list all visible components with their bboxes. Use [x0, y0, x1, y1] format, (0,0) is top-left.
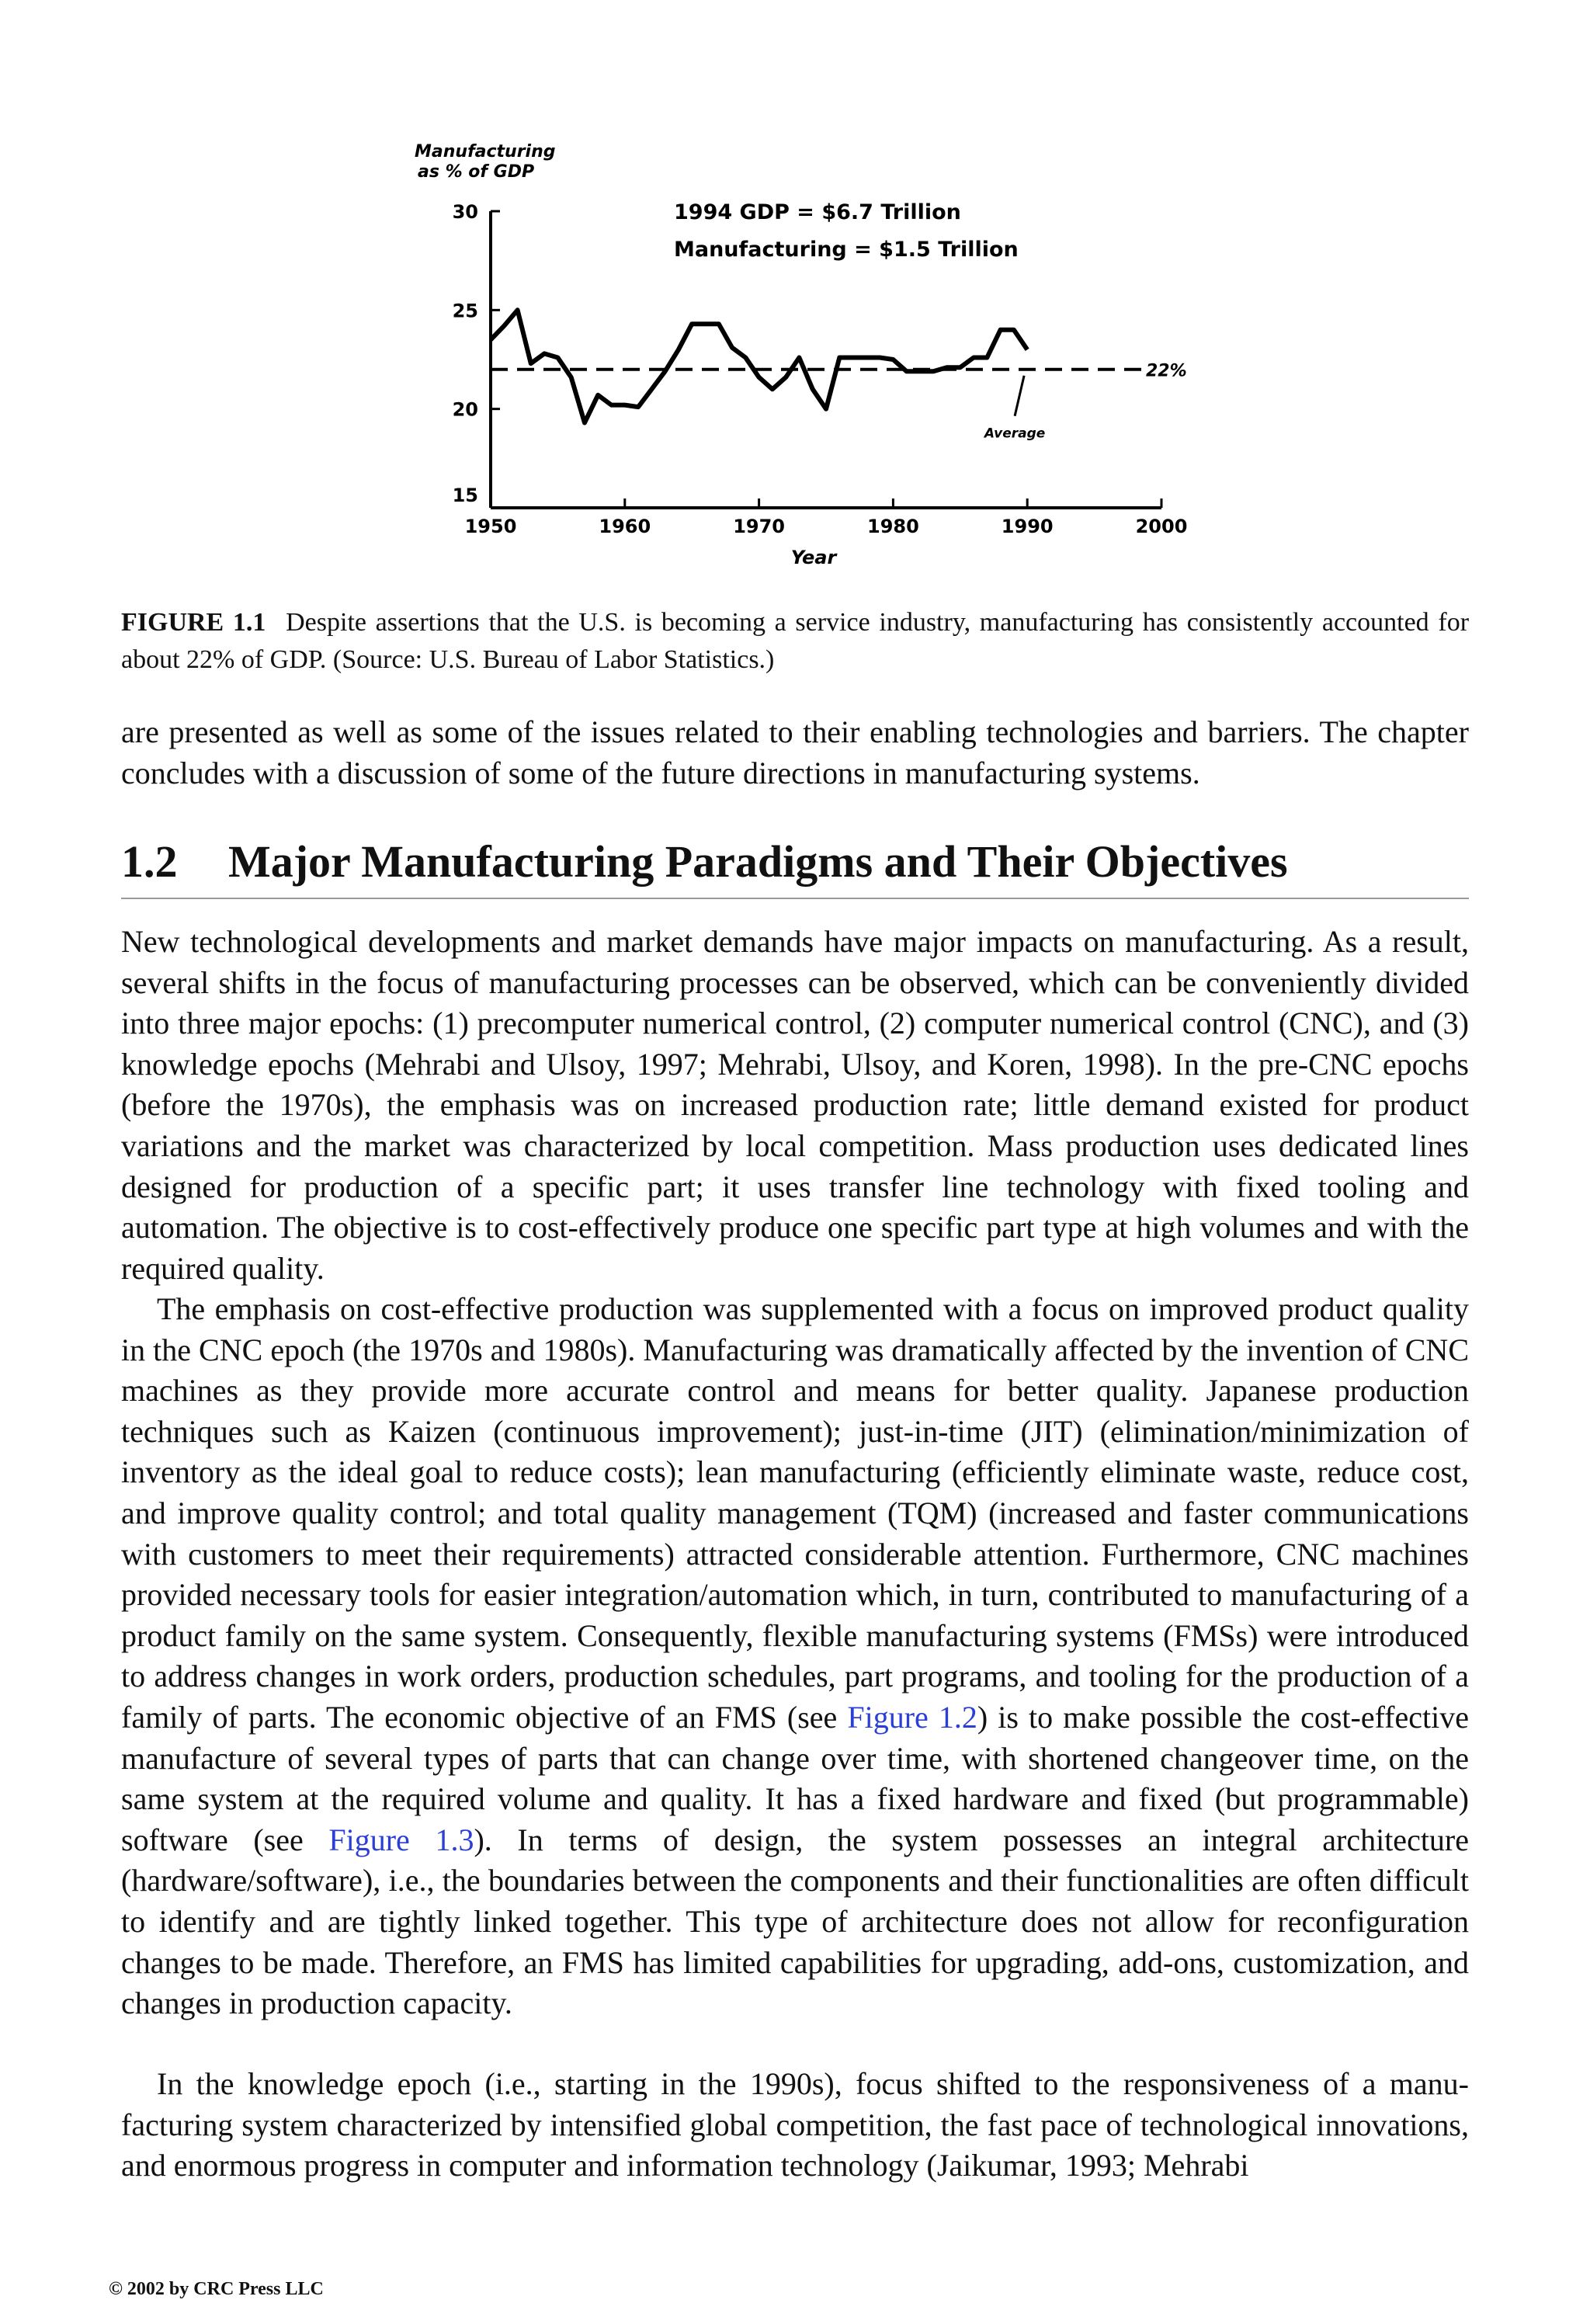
figure-1-2-link[interactable]: Figure 1.2 — [847, 1699, 977, 1735]
x-tick-label: 1990 — [1001, 516, 1054, 537]
intro-paragraph: are presented as well as some of the issues related to their enabling technologies and barriers. The chapter concludes with a discussion of some of the future directions in manufacturing systems. — [121, 714, 1469, 790]
y-tick-label: 25 — [452, 300, 478, 322]
section-number: 1.2 — [121, 836, 178, 887]
figure-1-3-link[interactable]: Figure 1.3 — [328, 1822, 474, 1857]
y-tick-label: 15 — [452, 485, 478, 506]
figure-caption-label: FIGURE 1.1 — [121, 608, 266, 637]
x-tick-label: 2000 — [1135, 516, 1188, 537]
y-tick-label: 30 — [452, 201, 478, 223]
y-tick-label: 20 — [452, 398, 478, 421]
x-tick-label: 1980 — [867, 516, 919, 537]
paragraph-1: New technological developments and market demands have major impacts on manufacturing. As a result, several shifts in the focus of manufacturing processes can be observed, which can be conveniently divided into three major epochs: (1) precomputer numerical control, (2) computer numerical control (CNC), and (3) knowledge epochs (Mehrabi and Ulsoy, 1997; Mehrabi, Ulsoy, and Koren, 1998). In the pre-CNC epochs (before the 1970s), the emphasis was on increased production rate; little demand existed for product variations and the market was characterized by local competition. Mass production uses dedicated lines designed for production of a specific part; it uses transfer line technology with fixed tooling and automation. The objective is to cost-effectively produce one specific part type at high volumes and with the required quality. — [121, 924, 1469, 1286]
paragraph-2-text-c: ). In terms of design, the system possesses an integral architecture (hardware/software), i.e., the boundaries between the components and their functionalities are often difficult to identify and are tightly linked together. This type of architecture does not allow for reconfiguration changes to be made. Therefore, an FMS has limited capabilities for upgrading, add-ons, customization, and changes in production capacity. — [121, 1822, 1470, 2021]
average-value-label: 22% — [1146, 361, 1187, 381]
paragraph-2-text-a: The emphasis on cost-effective production was supplemented with a focus on improved product quality in the CNC epoch (the 1970s and 1980s). Manufacturing was dramatically affected by the invention of CNC machines as they provide more accurate control and means for better quality. Japanese production techniques such as Kaizen (continuous improvement); just-in-time (JIT) (elimination/minimization of inventory as the ideal goal to reduce costs); lean manufacturing (efficiently eliminate waste, reduce cost, and improve quality control; and total quality management (TQM) (increased and faster communications with customers to meet their requirements) attracted considerable attention. Furthermore, CNC machines provided necessary tools for easier integration/automation which, in turn, contributed to manufacturing of a product family on the same system. Consequently, flexible manufacturing systems (FMSs) were introduced to address changes in work orders, production schedules, part programs, and tooling for the production of a family of parts. The economic objective of an FMS (see — [121, 1291, 1469, 1735]
x-tick-label: 1960 — [599, 516, 651, 537]
figure-caption-text: Despite assertions that the U.S. is becoming a service industry, manufacturing has consistently accounted for about 22% of GDP. (Source: U.S. Bureau of Labor Statistics.) — [121, 608, 1470, 674]
chart-annotation-gdp: 1994 GDP = $6.7 Trillion — [674, 200, 961, 224]
y-axis-label: Manufacturing — [415, 142, 556, 162]
section-title: Major Manufacturing Paradigms and Their Objectives — [228, 836, 1288, 887]
heading-rule — [121, 898, 1469, 899]
paragraph-2-text-b: ) is to make possible the cost-effective manufacture of several types of parts that can change over time, with shortened changeover time, on the same system at the required volume and quality. It has a fixed hardware and fixed (but programmable) software (see — [121, 1699, 1469, 1857]
series-line — [491, 310, 1027, 422]
paragraph-3: In the knowledge epoch (i.e., starting in the 1990s), focus shifted to the responsiveness of a manufacturing system characterized by intensified global competition, the fast pace of technological innovations, and enormous progress in computer and information technology (Jaikumar, 1993; Mehrabi — [121, 2066, 1469, 2183]
y-axis-label-line-2: as % of GDP — [418, 162, 535, 182]
x-tick-label: 1950 — [464, 516, 517, 537]
copyright-footer: © 2002 by CRC Press LLC — [109, 2279, 324, 2299]
average-pointer — [1015, 376, 1024, 416]
average-note: Average — [984, 426, 1046, 442]
chart-annotation-manufacturing: Manufacturing = $1.5 Trillion — [674, 238, 1019, 262]
paragraph-2 — [121, 1289, 1469, 2024]
gdp-line-chart — [388, 132, 1211, 582]
x-tick-label: 1970 — [733, 516, 785, 537]
x-axis-label: Year — [790, 547, 837, 568]
section-heading — [121, 832, 1469, 891]
figure-caption — [121, 604, 1469, 679]
